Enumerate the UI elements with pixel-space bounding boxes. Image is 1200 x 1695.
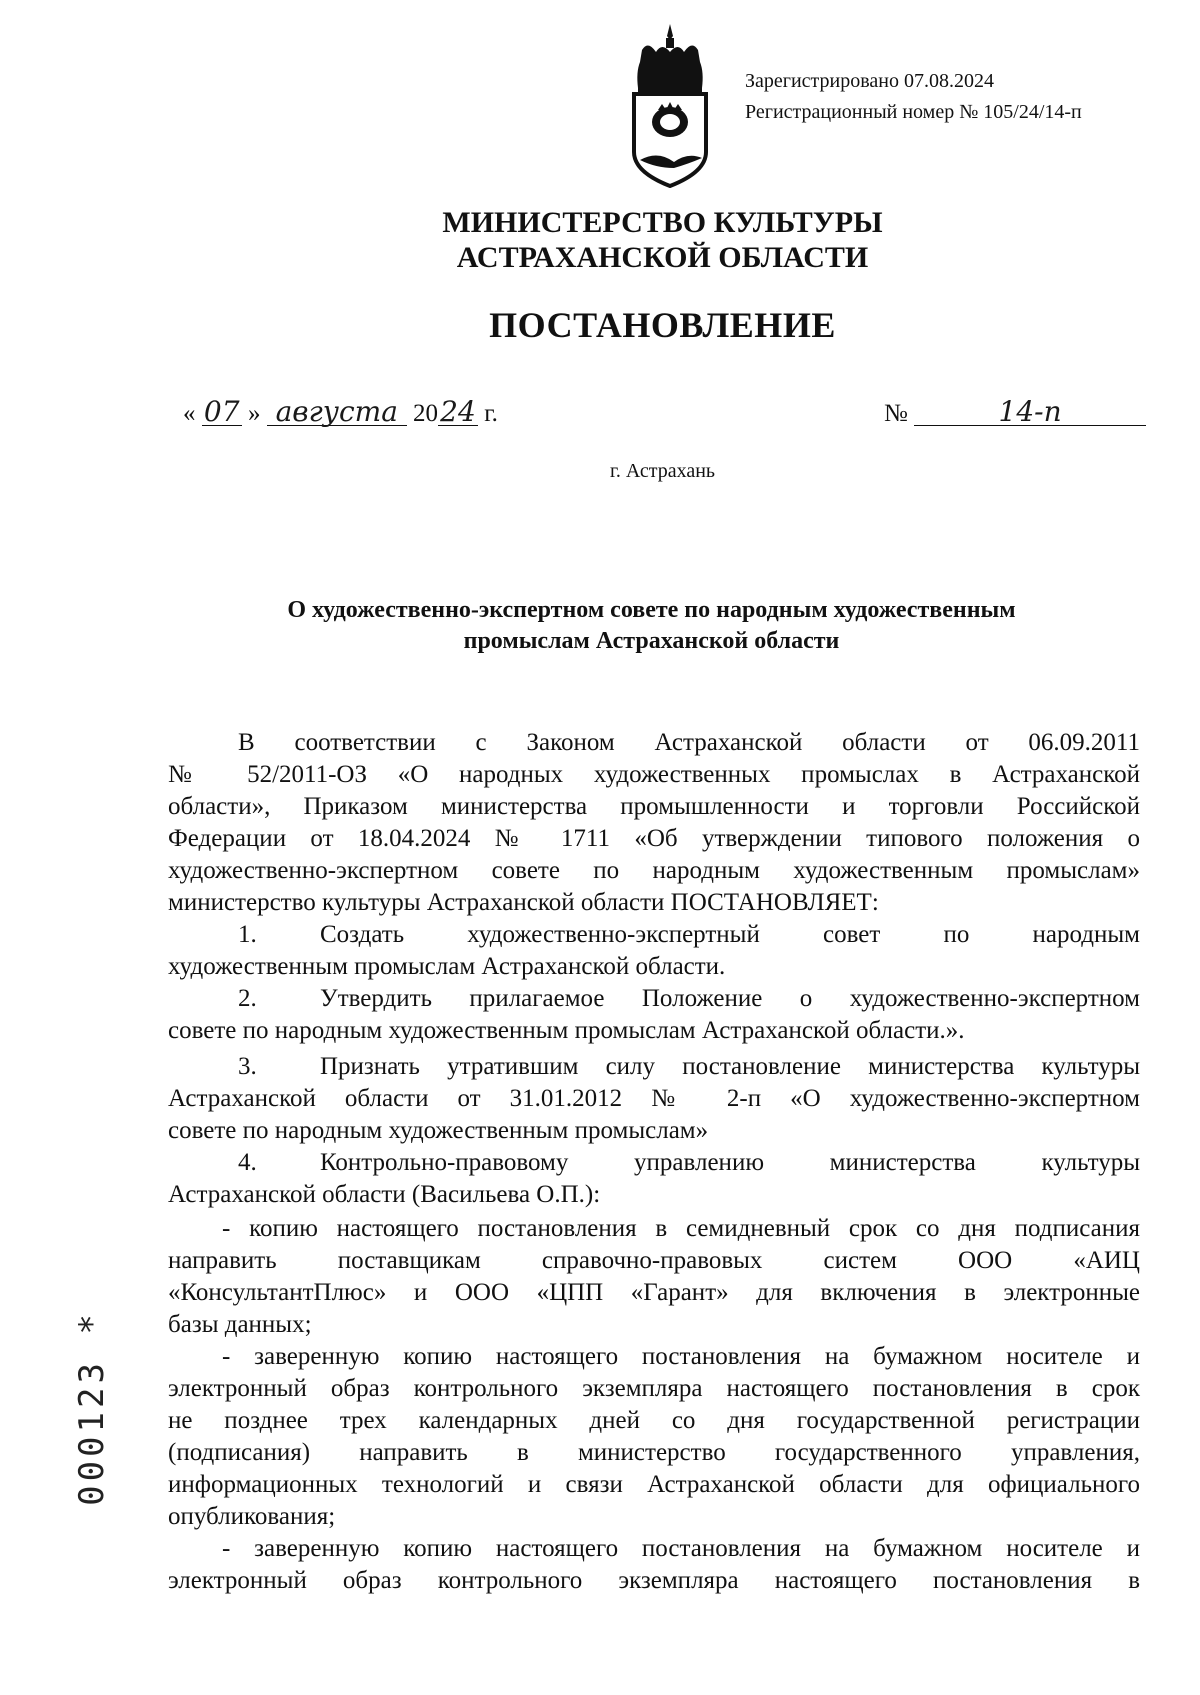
registration-date: Зарегистрировано 07.08.2024 (745, 70, 995, 92)
item-3-text: Признать утратившим силу постановление министерства культуры (320, 1053, 1140, 1080)
item-1-line (238, 919, 1140, 951)
side-serial-stamp: 000123 * (72, 1310, 112, 1506)
subject-line2: промыслам Астраханской области (463, 628, 840, 654)
preamble-line: министерство культуры Астраханской области ПОСТАНОВЛЯЕТ: (168, 889, 879, 916)
item-2-number: 2. (238, 985, 257, 1012)
dash-1-line: направить поставщикам справочно-правовых систем ООО «АИЦ (168, 1247, 1140, 1274)
document-date (183, 395, 498, 428)
item-3-number: 3. (238, 1053, 257, 1080)
item-2-line (238, 983, 1140, 1015)
item-3-line (238, 1051, 1140, 1083)
city-name: г. Астрахань (609, 460, 716, 482)
preamble-line: Федерации от 18.04.2024 № 1711 «Об утверждении типового положения о (168, 825, 1140, 852)
number-value-handwritten: 14-п (914, 399, 1146, 426)
preamble-line: области», Приказом министерства промышленности и торговли Российской (168, 793, 1140, 820)
preamble-line: художественно-экспертном совете по народным художественным промыслам» (168, 857, 1140, 884)
ministry-name-line1: МИНИСТЕРСТВО КУЛЬТУРЫ (442, 206, 883, 239)
date-month-handwritten: августа (267, 399, 407, 426)
preamble-line: В соответствии с Законом Астраханской области от 06.09.2011 (238, 729, 1140, 756)
registration-number: Регистрационный номер № 105/24/14-п (745, 101, 1082, 123)
dash-1-line: «КонсультантПлюс» и ООО «ЦПП «Гарант» для включения в электронные (168, 1279, 1140, 1306)
date-day-handwritten: 07 (202, 399, 242, 426)
item-3-line: совете по народным художественным промыслам» (168, 1117, 709, 1144)
dash-2-line: не позднее трех календарных дней со дня государственной регистрации (168, 1407, 1140, 1434)
date-year-handwritten: 24 (438, 399, 478, 426)
item-1-number: 1. (238, 921, 257, 948)
item-4-number: 4. (238, 1149, 257, 1176)
date-year-prefix: 20 (413, 400, 438, 427)
item-3-line: Астраханской области от 31.01.2012 № 2-п «О художественно-экспертном (168, 1085, 1140, 1112)
ministry-name-line2: АСТРАХАНСКОЙ ОБЛАСТИ (456, 241, 869, 274)
number-sign: № (884, 400, 908, 427)
dash-2-line: опубликования; (168, 1503, 336, 1530)
subject-line1: О художественно-экспертном совете по народным художественным (287, 597, 1016, 623)
dash-2-line: информационных технологий и связи Астраханской области для официального (168, 1471, 1140, 1498)
item-1-text: Создать художественно-экспертный совет по народным (320, 921, 1140, 948)
document-type-title: ПОСТАНОВЛЕНИЕ (489, 305, 836, 345)
date-year-unit: г. (484, 400, 498, 427)
dash-2-line: - заверенную копию настоящего постановления на бумажном носителе и (222, 1343, 1140, 1370)
dash-2-line: (подписания) направить в министерство государственного управления, (168, 1439, 1140, 1466)
item-2-line: совете по народным художественным промыслам Астраханской области.». (168, 1017, 965, 1044)
dash-1-line: базы данных; (168, 1311, 312, 1338)
dash-3-line: электронный образ контрольного экземпляра настоящего постановления в (168, 1567, 1140, 1594)
coat-of-arms-emblem (628, 22, 712, 188)
dash-2-line: электронный образ контрольного экземпляра настоящего постановления в срок (168, 1375, 1140, 1402)
item-1-line: художественным промыслам Астраханской области. (168, 953, 726, 980)
item-4-text: Контрольно-правовому управлению министерства культуры (320, 1149, 1140, 1176)
document-number (884, 395, 1146, 428)
date-open-quote: « (183, 400, 196, 427)
item-2-text: Утвердить прилагаемое Положение о художественно-экспертном (320, 985, 1140, 1012)
dash-1-line: - копию настоящего постановления в семидневный срок со дня подписания (222, 1215, 1140, 1242)
dash-3-line: - заверенную копию настоящего постановления на бумажном носителе и (222, 1535, 1140, 1562)
preamble-line: № 52/2011-ОЗ «О народных художественных промыслах в Астраханской (168, 761, 1140, 788)
date-close-quote: » (248, 400, 261, 427)
item-4-line (238, 1147, 1140, 1179)
item-4-line: Астраханской области (Васильева О.П.): (168, 1181, 601, 1208)
